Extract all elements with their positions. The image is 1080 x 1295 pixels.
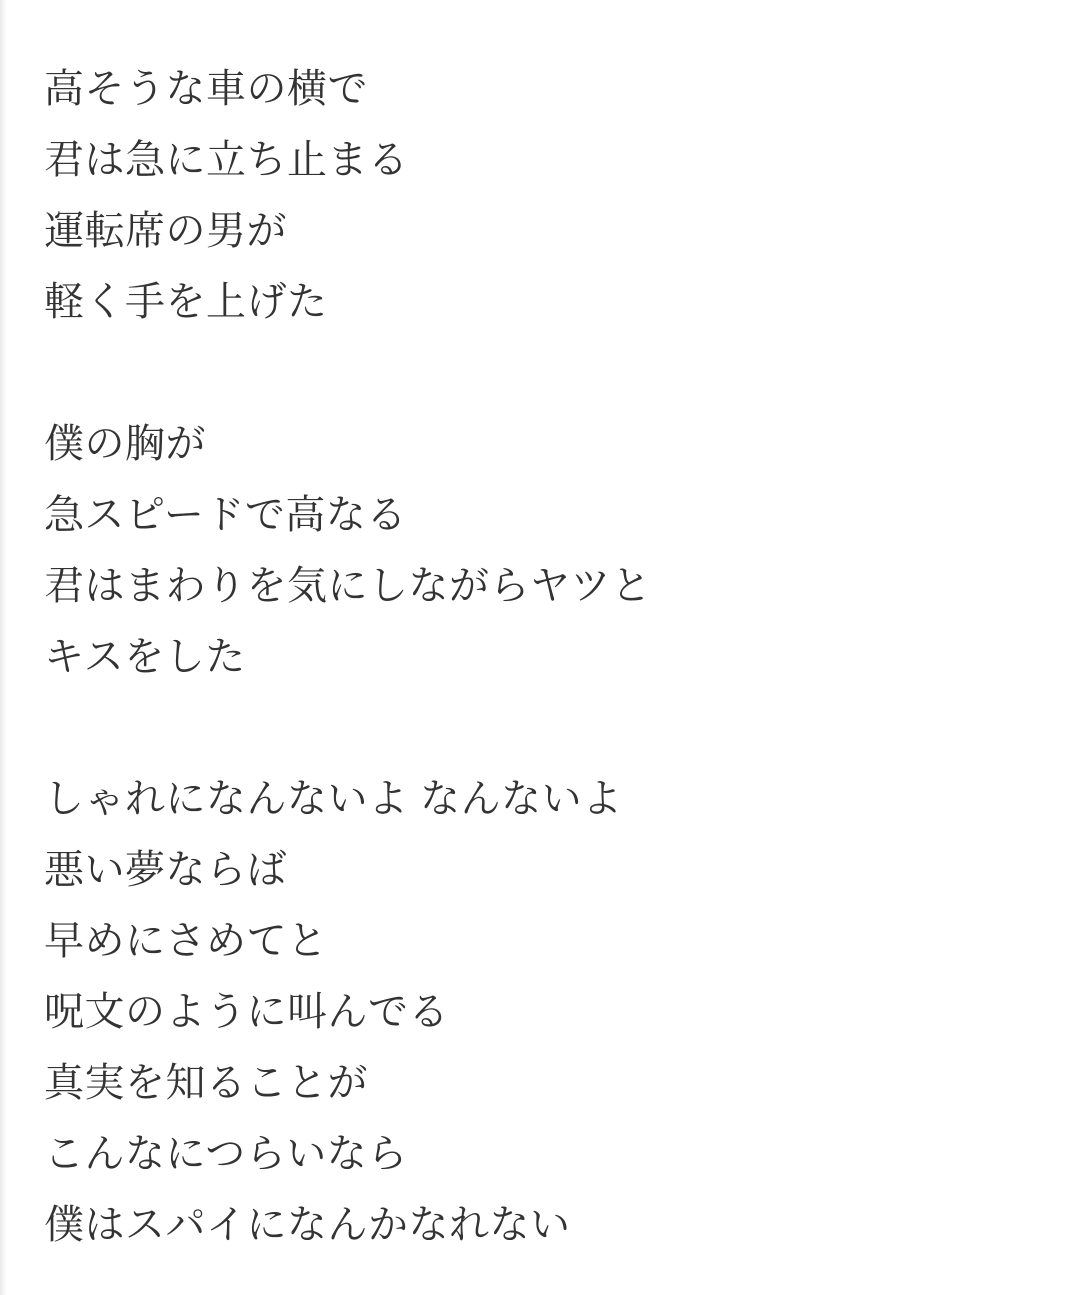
lyric-line: 軽く手を上げた xyxy=(44,280,328,324)
lyric-line: 急スピードで高なる xyxy=(44,493,407,537)
lyric-line: キスをした xyxy=(44,635,246,679)
lyric-line: 悪い夢ならば xyxy=(44,848,287,892)
lyric-stanza xyxy=(44,409,1040,693)
lyric-line: こんなにつらいなら xyxy=(44,1132,408,1176)
lyric-line: 呪文のように叫んでる xyxy=(44,990,449,1034)
lyric-stanza xyxy=(44,54,1040,338)
lyric-line: 早めにさめてと xyxy=(44,919,328,963)
lyric-line: 君はまわりを気にしながらヤツと xyxy=(44,564,652,608)
lyric-line: 高そうな車の横で xyxy=(44,67,368,111)
lyric-line: 僕はスパイになんかなれない xyxy=(44,1203,571,1247)
lyric-line: 君は急に立ち止まる xyxy=(44,138,409,182)
lyric-stanza xyxy=(44,764,1040,1261)
lyric-line: しゃれになんないよ なんないよ xyxy=(44,777,623,821)
lyric-line: 僕の胸が xyxy=(44,422,206,466)
lyric-line: 運転席の男が xyxy=(44,209,287,253)
lyric-line: 真実を知ることが xyxy=(44,1061,368,1105)
